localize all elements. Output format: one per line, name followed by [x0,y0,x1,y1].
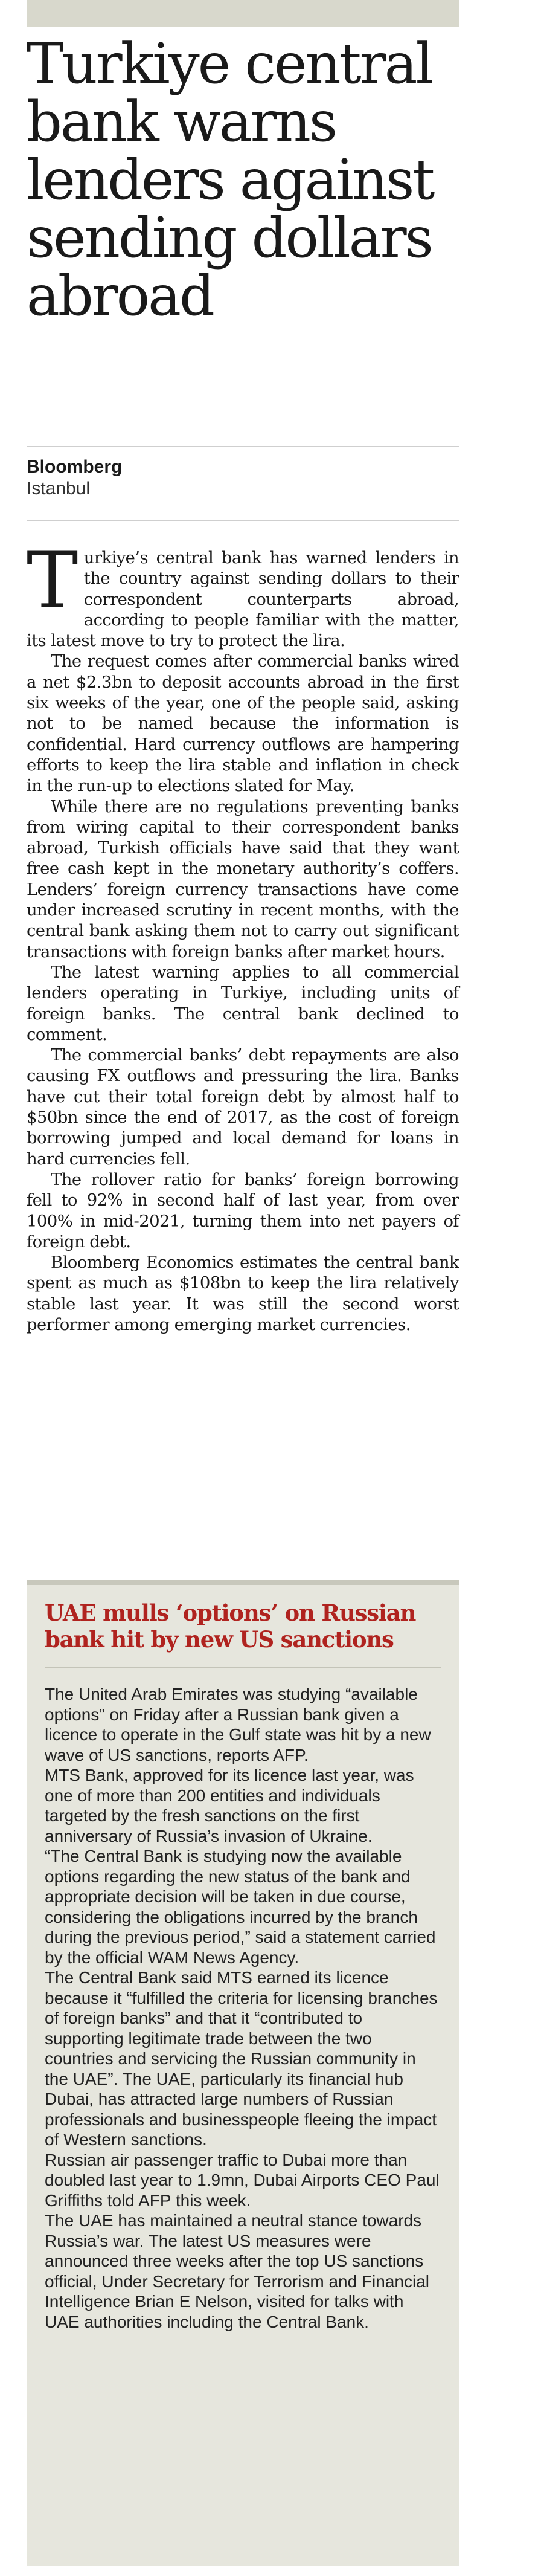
byline-location: Istanbul [27,479,91,499]
sidebar-paragraph: The UAE has maintained a neutral stance towards Russia’s war. The latest US measures were announced three weeks after the top US sanctions official, Under Secretary for Terrorism and Financial Intelligence Brian E Nelson, visited for talks with UAE authorities including the Central Bank. [45,2211,429,2331]
article-paragraph: The commercial banks’ debt repayments are also causing FX outflows and pressuring the lira. Banks have cut their total foreign debt by almost half to $50bn since the end of 2017, as the cost of foreign borrowing jumped and local demand for loans in hard currencies fell. [27,1045,459,1169]
sidebar-paragraph: MTS Bank, approved for its licence last year, was one of more than 200 entities and individuals targeted by the fresh sanctions on the first anniversary of Russia’s invasion of Ukraine. [45,1766,414,1845]
article-paragraph: While there are no regulations preventing banks from wiring capital to their correspondent banks abroad, Turkish officials have said that they want free cash kept in the monetary authority’s coffers. Lenders’ foreign currency transactions have come under increased scrutiny in recent months, with the central bank asking them not to carry out significant transactions with foreign banks after market hours. [27,796,459,961]
article-paragraph: The request comes after commercial banks wired a net $2.3bn to deposit accounts abroad in the first six weeks of the year, one of the people said, asking not to be named because the information is confidential. Hard currency outflows are hampering efforts to keep the lira stable and inflation in check in the run-up to elections slated for May. [27,651,459,796]
headline: Turkiye central bank warns lenders against sending dollars abroad [27,31,434,328]
sidebar-divider [45,1667,441,1668]
article-paragraph: Bloomberg Economics estimates the central bank spent as much as $108bn to keep the lira relatively stable last year. It was still the second worst performer among emerging market currencies. [27,1253,459,1334]
top-color-bar [27,0,459,27]
article-body [27,536,459,1335]
drop-cap: T [27,536,78,626]
sidebar-paragraph: “The Central Bank is studying now the available options regarding the new status of the bank and appropriate decision will be taken in due course, considering the obligations incurred by the branch during the previous period,” said a statement carried by the official WAM News Agency. [45,1847,436,1967]
byline-divider [27,520,459,521]
article-paragraph [27,536,459,651]
sidebar-box [27,1580,459,2566]
article-paragraph: The rollover ratio for banks’ foreign borrowing fell to 92% in second half of last year, from over 100% in mid-2021, turning them into net payers of foreign debt. [27,1169,459,1251]
sidebar-body [45,1684,442,2332]
sidebar-paragraph: Russian air passenger traffic to Dubai more than doubled last year to 1.9mn, Dubai Airports CEO Paul Griffiths told AFP this week. [45,2150,440,2210]
sidebar-paragraph: The United Arab Emirates was studying “available options” on Friday after a Russian bank given a licence to operate in the Gulf state was hit by a new wave of US sanctions, reports AFP. [45,1685,431,1764]
sidebar-paragraph: The Central Bank said MTS earned its licence because it “fulfilled the criteria for licensing branches of foreign banks” and that it “contributed to supporting legitimate trade between the two countries and servicing the Russian community in the UAE”. The UAE, particularly its financial hub Dubai, has attracted large numbers of Russian professionals and businesspeople fleeing the impact of Western sanctions. [45,1968,438,2149]
article-lead-text: urkiye’s central bank has warned lenders in the country against sending dollars to their correspondent counterparts abroad, according to people familiar with the matter, its latest move to try to protect the lira. [27,548,459,651]
sidebar-title: UAE mulls ‘options’ on Russian bank hit by new US sanctions [45,1600,416,1653]
headline-divider [27,446,459,447]
article-paragraph: The latest warning applies to all commercial lenders operating in Turkiye, including units of foreign banks. The central bank declined to comment. [27,962,459,1044]
byline-source: Bloomberg [27,457,123,477]
